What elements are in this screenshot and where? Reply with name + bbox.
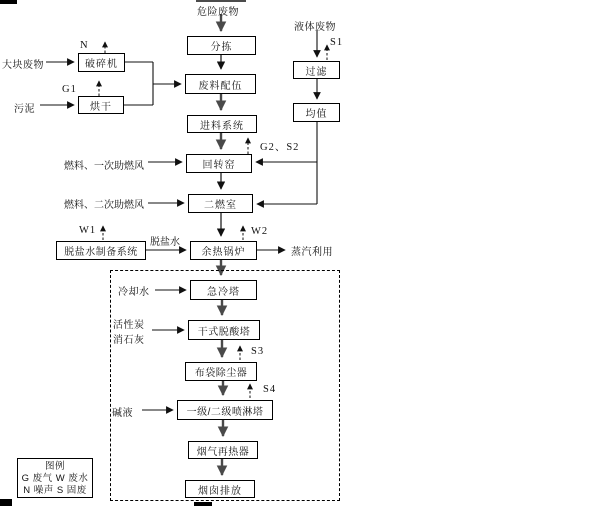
scan-artifact-bottom-middle <box>194 502 212 506</box>
legend-line-gas-water: G 废气 W 废水 <box>21 473 89 484</box>
label-demin-water: 脱盐水 <box>150 237 180 248</box>
label-activated-carbon: 活性炭 <box>113 320 145 331</box>
label-emission-n: N <box>80 40 89 51</box>
label-fuel-primary-air: 燃料、一次助燃风 <box>64 161 144 172</box>
node-sorting: 分拣 <box>187 36 256 55</box>
battery-limit-dashed-box <box>110 270 340 501</box>
node-homogenize: 均值 <box>293 103 340 122</box>
label-emission-w2: W2 <box>251 226 269 237</box>
node-stack-discharge: 烟囱排放 <box>185 480 255 498</box>
label-slaked-lime: 消石灰 <box>113 335 145 346</box>
label-steam-use: 蒸汽利用 <box>291 247 333 258</box>
label-liquid-waste: 液体废物 <box>294 22 336 33</box>
node-flue-gas-reheater: 烟气再热器 <box>188 441 258 459</box>
node-crusher: 破碎机 <box>78 53 125 72</box>
node-waste-blending: 废料配伍 <box>185 74 256 94</box>
node-filter: 过滤 <box>293 61 340 79</box>
label-emission-g2-s2: G2、S2 <box>260 142 300 153</box>
label-sludge: 污泥 <box>14 104 35 115</box>
node-bag-filter: 布袋除尘器 <box>185 362 257 381</box>
label-cooling-water: 冷却水 <box>118 287 150 298</box>
node-spray-tower: 一级/二级喷淋塔 <box>177 400 273 420</box>
scan-artifact-bottom-left <box>0 499 12 506</box>
label-emission-g1: G1 <box>62 84 77 95</box>
legend-line-noise-solid: N 噪声 S 固废 <box>23 485 87 496</box>
label-fuel-secondary-air: 燃料、二次助燃风 <box>64 200 144 211</box>
node-waste-heat-boiler: 余热锅炉 <box>190 241 257 260</box>
legend-box <box>17 458 93 498</box>
label-bulky-waste: 大块废物 <box>2 60 44 71</box>
legend-title: 图例 <box>44 461 65 472</box>
node-rotary-kiln: 回转窑 <box>186 154 252 173</box>
label-hazardous-waste: 危险废物 <box>197 7 239 18</box>
label-emission-s1: S1 <box>330 37 344 48</box>
node-dry-deacid-tower: 干式脱酸塔 <box>188 320 260 340</box>
node-quench-tower: 急冷塔 <box>190 280 257 300</box>
node-feeding-system: 进料系统 <box>187 115 257 133</box>
label-alkali-liquor: 碱液 <box>112 408 133 419</box>
scan-artifact-top-left <box>0 0 17 4</box>
node-demin-water-system: 脱盐水制备系统 <box>56 241 146 260</box>
label-emission-w1: W1 <box>79 225 97 236</box>
label-emission-s3: S3 <box>251 346 265 357</box>
label-emission-s4: S4 <box>263 384 277 395</box>
node-dryer: 烘干 <box>78 96 124 114</box>
node-secondary-combustion-chamber: 二燃室 <box>188 194 253 213</box>
